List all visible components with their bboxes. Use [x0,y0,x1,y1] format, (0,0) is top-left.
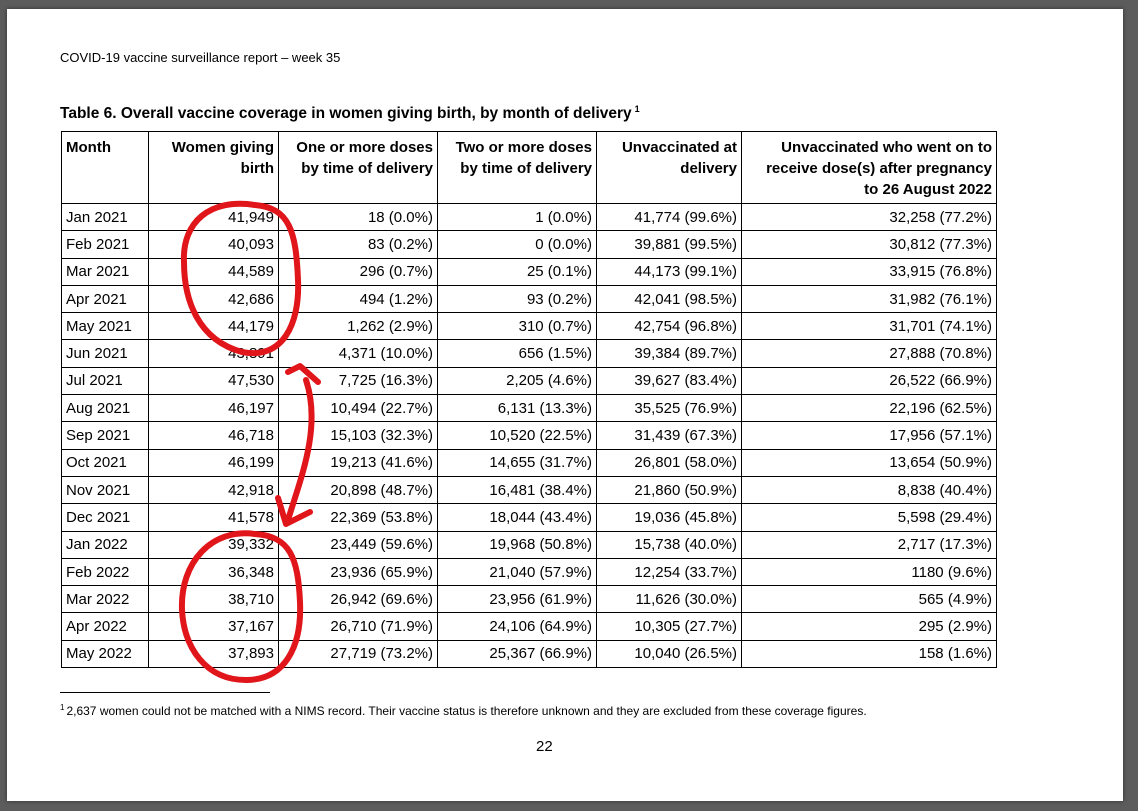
cell-two-or-more-doses: 23,956 (61.9%) [438,586,597,613]
cell-one-or-more-doses: 7,725 (16.3%) [279,367,438,394]
cell-women-giving-birth: 43,891 [149,340,279,367]
table-row [62,558,997,585]
cell-two-or-more-doses: 25,367 (66.9%) [438,640,597,667]
cell-one-or-more-doses: 26,710 (71.9%) [279,613,438,640]
cell-one-or-more-doses: 20,898 (48.7%) [279,476,438,503]
coverage-table [61,131,997,668]
footnote-divider [60,692,270,693]
cell-one-or-more-doses: 26,942 (69.6%) [279,586,438,613]
cell-unvaccinated-later-dosed: 32,258 (77.2%) [742,204,997,231]
cell-women-giving-birth: 41,949 [149,204,279,231]
cell-two-or-more-doses: 310 (0.7%) [438,313,597,340]
cell-women-giving-birth: 42,918 [149,476,279,503]
cell-unvaccinated-at-delivery: 39,881 (99.5%) [597,231,742,258]
table-row [62,586,997,613]
cell-unvaccinated-at-delivery: 31,439 (67.3%) [597,422,742,449]
cell-unvaccinated-later-dosed: 22,196 (62.5%) [742,395,997,422]
report-header: COVID-19 vaccine surveillance report – week 35 [60,50,341,65]
table-title [60,104,640,123]
cell-unvaccinated-at-delivery: 10,040 (26.5%) [597,640,742,667]
cell-unvaccinated-at-delivery: 41,774 (99.6%) [597,204,742,231]
table-row [62,476,997,503]
cell-unvaccinated-later-dosed: 2,717 (17.3%) [742,531,997,558]
cell-two-or-more-doses: 2,205 (4.6%) [438,367,597,394]
cell-one-or-more-doses: 83 (0.2%) [279,231,438,258]
cell-month: Apr 2021 [62,285,149,312]
cell-unvaccinated-at-delivery: 12,254 (33.7%) [597,558,742,585]
cell-women-giving-birth: 40,093 [149,231,279,258]
cell-month: Feb 2022 [62,558,149,585]
cell-month: Dec 2021 [62,504,149,531]
cell-unvaccinated-later-dosed: 31,982 (76.1%) [742,285,997,312]
table-row [62,204,997,231]
cell-month: Aug 2021 [62,395,149,422]
cell-one-or-more-doses: 10,494 (22.7%) [279,395,438,422]
cell-unvaccinated-later-dosed: 31,701 (74.1%) [742,313,997,340]
table-row [62,504,997,531]
cell-unvaccinated-at-delivery: 11,626 (30.0%) [597,586,742,613]
cell-unvaccinated-later-dosed: 26,522 (66.9%) [742,367,997,394]
cell-women-giving-birth: 42,686 [149,285,279,312]
cell-unvaccinated-at-delivery: 21,860 (50.9%) [597,476,742,503]
table-title-footnote-marker: 1 [634,104,640,114]
table-row [62,258,997,285]
cell-month: May 2021 [62,313,149,340]
table-row [62,449,997,476]
cell-unvaccinated-at-delivery: 39,627 (83.4%) [597,367,742,394]
cell-unvaccinated-later-dosed: 13,654 (50.9%) [742,449,997,476]
cell-month: Jul 2021 [62,367,149,394]
cell-unvaccinated-later-dosed: 8,838 (40.4%) [742,476,997,503]
cell-unvaccinated-later-dosed: 295 (2.9%) [742,613,997,640]
cell-month: Jan 2021 [62,204,149,231]
cell-month: Jan 2022 [62,531,149,558]
col-header-one-or-more-doses: One or more doses by time of delivery [279,132,438,204]
cell-month: Nov 2021 [62,476,149,503]
table-row [62,395,997,422]
cell-unvaccinated-at-delivery: 42,754 (96.8%) [597,313,742,340]
cell-two-or-more-doses: 25 (0.1%) [438,258,597,285]
cell-women-giving-birth: 46,199 [149,449,279,476]
col-header-month: Month [62,132,149,204]
cell-month: Mar 2021 [62,258,149,285]
cell-women-giving-birth: 37,893 [149,640,279,667]
col-header-unvaccinated-later-dosed: Unvaccinated who went on to receive dose(s) after pregnancy to 26 August 2022 [742,132,997,204]
table-row [62,613,997,640]
cell-unvaccinated-at-delivery: 44,173 (99.1%) [597,258,742,285]
cell-women-giving-birth: 41,578 [149,504,279,531]
footnote-text: 2,637 women could not be matched with a NIMS record. Their vaccine status is therefore unknown and they are excluded from these coverage figures. [66,704,867,718]
table-row [62,531,997,558]
cell-month: Oct 2021 [62,449,149,476]
cell-women-giving-birth: 46,197 [149,395,279,422]
cell-unvaccinated-later-dosed: 27,888 (70.8%) [742,340,997,367]
cell-one-or-more-doses: 23,936 (65.9%) [279,558,438,585]
cell-unvaccinated-later-dosed: 158 (1.6%) [742,640,997,667]
cell-unvaccinated-later-dosed: 30,812 (77.3%) [742,231,997,258]
table-body [62,204,997,668]
table-header-row [62,132,997,204]
cell-two-or-more-doses: 16,481 (38.4%) [438,476,597,503]
cell-women-giving-birth: 39,332 [149,531,279,558]
cell-unvaccinated-later-dosed: 33,915 (76.8%) [742,258,997,285]
cell-one-or-more-doses: 19,213 (41.6%) [279,449,438,476]
cell-unvaccinated-later-dosed: 1180 (9.6%) [742,558,997,585]
table-row [62,285,997,312]
cell-women-giving-birth: 37,167 [149,613,279,640]
footnote [60,703,867,718]
cell-two-or-more-doses: 14,655 (31.7%) [438,449,597,476]
cell-two-or-more-doses: 10,520 (22.5%) [438,422,597,449]
footnote-marker: 1 [60,703,65,712]
cell-unvaccinated-at-delivery: 39,384 (89.7%) [597,340,742,367]
cell-two-or-more-doses: 24,106 (64.9%) [438,613,597,640]
cell-one-or-more-doses: 23,449 (59.6%) [279,531,438,558]
cell-one-or-more-doses: 15,103 (32.3%) [279,422,438,449]
cell-two-or-more-doses: 21,040 (57.9%) [438,558,597,585]
col-header-two-or-more-doses: Two or more doses by time of delivery [438,132,597,204]
cell-women-giving-birth: 44,589 [149,258,279,285]
cell-two-or-more-doses: 1 (0.0%) [438,204,597,231]
cell-unvaccinated-at-delivery: 19,036 (45.8%) [597,504,742,531]
table-row [62,640,997,667]
cell-two-or-more-doses: 656 (1.5%) [438,340,597,367]
cell-two-or-more-doses: 19,968 (50.8%) [438,531,597,558]
col-header-women-giving-birth: Women giving birth [149,132,279,204]
cell-one-or-more-doses: 18 (0.0%) [279,204,438,231]
cell-month: Feb 2021 [62,231,149,258]
cell-one-or-more-doses: 494 (1.2%) [279,285,438,312]
cell-unvaccinated-later-dosed: 5,598 (29.4%) [742,504,997,531]
page-number: 22 [536,738,553,755]
table-row [62,231,997,258]
cell-two-or-more-doses: 0 (0.0%) [438,231,597,258]
table-row [62,422,997,449]
table-title-text: Table 6. Overall vaccine coverage in women giving birth, by month of delivery [60,105,632,122]
cell-women-giving-birth: 44,179 [149,313,279,340]
cell-unvaccinated-at-delivery: 10,305 (27.7%) [597,613,742,640]
cell-unvaccinated-at-delivery: 26,801 (58.0%) [597,449,742,476]
col-header-unvaccinated-at-delivery: Unvaccinated at delivery [597,132,742,204]
table-row [62,340,997,367]
cell-month: Apr 2022 [62,613,149,640]
cell-unvaccinated-later-dosed: 17,956 (57.1%) [742,422,997,449]
cell-one-or-more-doses: 296 (0.7%) [279,258,438,285]
cell-women-giving-birth: 46,718 [149,422,279,449]
cell-month: Jun 2021 [62,340,149,367]
cell-month: Mar 2022 [62,586,149,613]
cell-one-or-more-doses: 4,371 (10.0%) [279,340,438,367]
cell-unvaccinated-later-dosed: 565 (4.9%) [742,586,997,613]
cell-two-or-more-doses: 93 (0.2%) [438,285,597,312]
cell-unvaccinated-at-delivery: 35,525 (76.9%) [597,395,742,422]
cell-women-giving-birth: 47,530 [149,367,279,394]
cell-one-or-more-doses: 1,262 (2.9%) [279,313,438,340]
cell-women-giving-birth: 36,348 [149,558,279,585]
cell-two-or-more-doses: 18,044 (43.4%) [438,504,597,531]
cell-women-giving-birth: 38,710 [149,586,279,613]
cell-month: May 2022 [62,640,149,667]
table-row [62,367,997,394]
cell-one-or-more-doses: 27,719 (73.2%) [279,640,438,667]
cell-two-or-more-doses: 6,131 (13.3%) [438,395,597,422]
cell-unvaccinated-at-delivery: 15,738 (40.0%) [597,531,742,558]
cell-one-or-more-doses: 22,369 (53.8%) [279,504,438,531]
cell-unvaccinated-at-delivery: 42,041 (98.5%) [597,285,742,312]
cell-month: Sep 2021 [62,422,149,449]
table-row [62,313,997,340]
